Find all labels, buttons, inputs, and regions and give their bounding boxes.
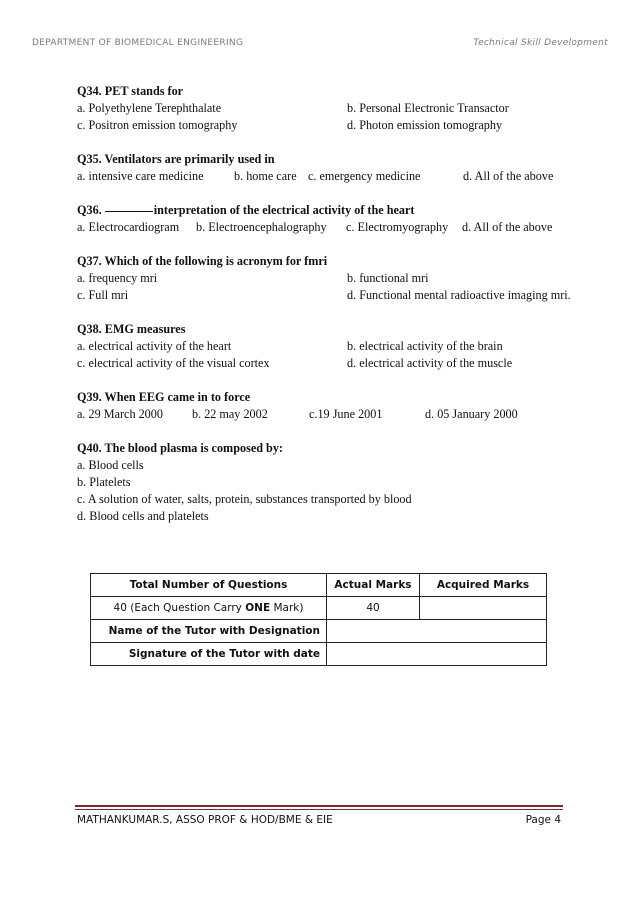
page-footer — [77, 814, 561, 826]
actual-marks-value: 40 — [327, 597, 420, 620]
option-c: c. Electromyography — [346, 220, 449, 234]
option-a: a. 29 March 2000 — [77, 407, 163, 421]
question-title: Q39. When EEG came in to force — [77, 390, 251, 404]
question-39 — [77, 389, 607, 423]
option-c: c. Positron emission tomography — [77, 118, 238, 132]
option-b: b. home care — [234, 169, 297, 183]
acquired-marks-cell — [420, 597, 547, 620]
option-c: c. A solution of water, salts, protein, substances transported by blood — [77, 492, 412, 506]
option-d: d. 05 January 2000 — [425, 407, 518, 421]
signature-label: Signature of the Tutor with date — [91, 643, 327, 666]
footer-divider-thin — [75, 809, 563, 810]
question-title: Q40. The blood plasma is composed by: — [77, 441, 283, 455]
department-name: DEPARTMENT OF BIOMEDICAL ENGINEERING — [32, 38, 244, 48]
option-d: d. All of the above — [463, 169, 554, 183]
header-actual-marks: Actual Marks — [327, 574, 420, 597]
option-c: c. emergency medicine — [308, 169, 421, 183]
option-d: d. electrical activity of the muscle — [347, 356, 513, 370]
option-b: b. 22 may 2002 — [192, 407, 268, 421]
page-number: Page 4 — [525, 814, 561, 826]
option-a: a. intensive care medicine — [77, 169, 204, 183]
option-c: c. electrical activity of the visual cortex — [77, 356, 270, 370]
option-a: a. frequency mri — [77, 271, 158, 285]
question-number: Q36. — [77, 203, 102, 217]
tutor-name-label: Name of the Tutor with Designation — [91, 620, 327, 643]
question-text: interpretation of the electrical activity of the heart — [153, 203, 415, 217]
page-header — [32, 38, 608, 48]
question-40 — [77, 440, 607, 525]
option-a: a. Blood cells — [77, 458, 144, 472]
option-b: b. Personal Electronic Transactor — [347, 101, 509, 115]
option-d: d. Photon emission tomography — [347, 118, 503, 132]
signature-cell — [327, 643, 547, 666]
header-total-questions: Total Number of Questions — [91, 574, 327, 597]
question-37 — [77, 253, 607, 304]
fill-in-blank — [105, 211, 153, 212]
option-c: c. Full mri — [77, 288, 129, 302]
cell-text: 40 (Each Question Carry — [113, 602, 246, 614]
option-d: d. All of the above — [462, 220, 553, 234]
option-b: b. functional mri — [347, 271, 429, 285]
option-b: b. Electroencephalography — [196, 220, 327, 234]
table-header-row — [91, 574, 547, 597]
question-list — [77, 83, 607, 542]
footer-divider — [75, 805, 563, 807]
question-34 — [77, 83, 607, 134]
author-info: MATHANKUMAR.S, ASSO PROF & HOD/BME & EIE — [77, 814, 333, 826]
option-a: a. electrical activity of the heart — [77, 339, 232, 353]
question-title: Q38. EMG measures — [77, 322, 186, 336]
header-acquired-marks: Acquired Marks — [420, 574, 547, 597]
cell-text: Mark) — [270, 602, 304, 614]
option-d: d. Blood cells and platelets — [77, 509, 209, 523]
table-row — [91, 620, 547, 643]
question-title: Q35. Ventilators are primarily used in — [77, 152, 275, 166]
option-c: c.19 June 2001 — [309, 407, 383, 421]
question-38 — [77, 321, 607, 372]
table-row — [91, 643, 547, 666]
tutor-name-cell — [327, 620, 547, 643]
question-36 — [77, 202, 607, 236]
table-row — [91, 597, 547, 620]
question-title — [77, 202, 607, 219]
question-35 — [77, 151, 607, 185]
question-title: Q37. Which of the following is acronym for fmri — [77, 254, 328, 268]
question-title: Q34. PET stands for — [77, 84, 184, 98]
total-questions-value — [91, 597, 327, 620]
option-a: a. Polyethylene Terephthalate — [77, 101, 222, 115]
marks-table — [90, 573, 547, 666]
option-a: a. Electrocardiogram — [77, 220, 180, 234]
option-b: b. electrical activity of the brain — [347, 339, 503, 353]
option-d: d. Functional mental radioactive imaging mri. — [347, 288, 571, 302]
course-title: Technical Skill Development — [473, 38, 608, 48]
cell-emphasis: ONE — [245, 602, 271, 614]
option-b: b. Platelets — [77, 475, 131, 489]
